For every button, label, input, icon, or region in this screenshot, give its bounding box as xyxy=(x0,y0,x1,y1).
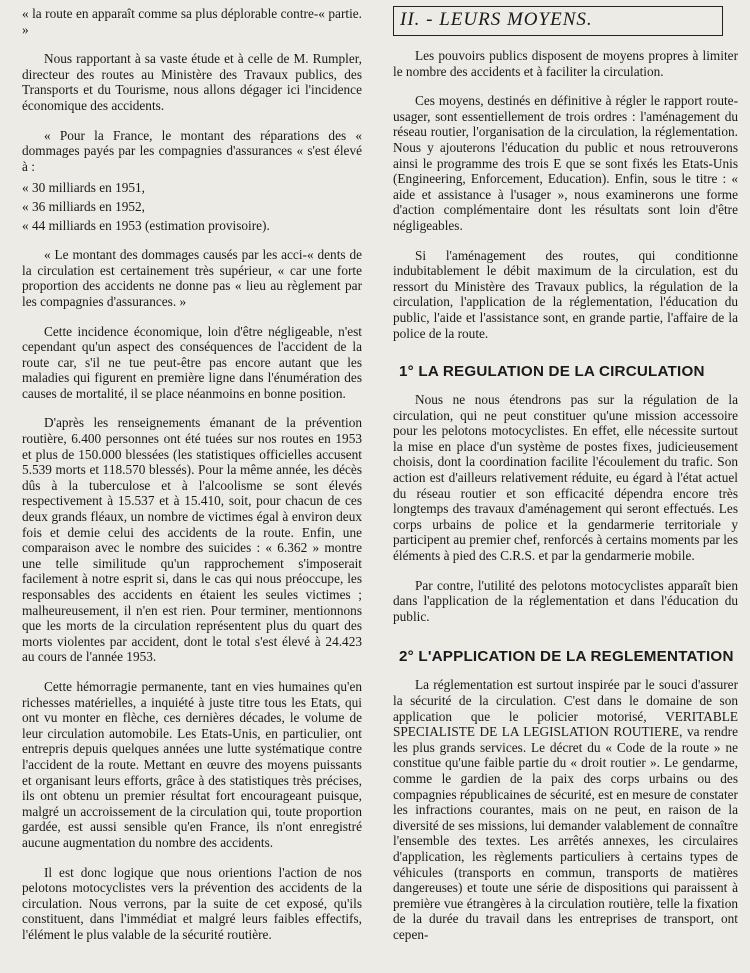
section-title: II. - LEURS MOYENS. xyxy=(393,6,723,36)
subsection-heading: 2° L'APPLICATION DE LA REGLEMENTATION xyxy=(399,648,734,666)
paragraph: La réglementation est surtout inspirée par le souci d'assurer la sécurité de la circulation. C'est dans le domaine de son application que le policier motorisé, VERITABLE SPECIALISTE DE LA LEGISLATION ROUTIERE, va rendre les plus grands services. Le décret du « Code de la route » ne constitue qu'une faible partie du « droit routier ». Le gendarme, comme le gardien de la paix des corps urbains ou des compagnies républicaines de sécurité, est en mesure de constater les infractions courantes, mais on ne peut, en raison de la diversité de ses missions, lui demander valablement de connaître l'ensemble des textes. Les arrêtés annexes, les circulaires d'application, les règlements particuliers à certains types de véhicules (transports en commun, transports de matières dangereuses) et toute une série de dispositions qui paraissent à première vue étrangères à la circulation routière, telle la fixation de la durée du travail dans les entreprises de transport, ont cepen- xyxy=(393,677,738,942)
paragraph: Par contre, l'utilité des pelotons motocyclistes apparaît bien dans l'application de la réglementation et dans l'éducation du public. xyxy=(393,577,738,624)
paragraph: Cette incidence économique, loin d'être négligeable, n'est cependant qu'un aspect des conséquences de l'accident de la route car, s'il ne tue peut-être pas encore autant que les maladies qui figurent en première ligne dans l'énumération des causes de mortalité, il se place néanmoins en bonne position. xyxy=(22,323,362,401)
left-column xyxy=(22,6,362,942)
right-column xyxy=(393,6,738,943)
paragraph: Il est donc logique que nous orientions l'action de nos pelotons motocyclistes vers la prévention des accidents de la circulation. Nous verrons, par la suite de cet exposé, qu'ils constituent, dans l'immédiat et malgré leurs faibles effectifs, l'élément le plus valable de la sécurité routière. xyxy=(22,864,362,942)
paragraph: Si l'aménagement des routes, qui conditionne indubitablement le débit maximum de la circulation, est du ressort du Ministère des Travaux publics, la régulation de la circulation, l'application de la réglementation, l'éducation du public, l'aide et l'assistance sont, en grande partie, l'affaire de la police de la route. xyxy=(393,247,738,341)
paragraph: Ces moyens, destinés en définitive à régler le rapport route-usager, sont essentiellement de trois ordres : l'aménagement du réseau routier, l'organisation de la circulation, la réglementation. Nous y ajouterons l'éducation du public et nous retrouverons ainsi le programme des trois E que se sont fixés les Etats-Unis (Engineering, Enforcement, Education). Enfin, sous le titre : « aide et assistance à l'usager », nous examinerons une forme d'action complémentaire dont les résultats sont loin d'être négligeables. xyxy=(393,93,738,233)
quote-line: « 36 milliards en 1952, xyxy=(22,198,145,214)
quote-paragraph: « Pour la France, le montant des réparations des « dommages payés par les compagnies d'assurances « s'est élevé à : xyxy=(22,127,362,174)
paragraph: Nous rapportant à sa vaste étude et à celle de M. Rumpler, directeur des routes au Ministère des Travaux publics, des Transports et du Tourisme, nous allons dégager ici l'incidence économique des accidents. xyxy=(22,51,362,113)
paragraph: Cette hémorragie permanente, tant en vies humaines qu'en richesses matérielles, a inquiété à juste titre tous les Etats, qui ont vu monter en flèche, ces dernières décades, le volume de leur circulation automobile. Les Etats-Unis, en particulier, ont entrepris depuis quelques années une lutte systématique contre l'accident de la route. Mettant en œuvre des moyens puissants et organisant leurs efforts, grâce à des statistiques très précises, ils ont obtenu un premier résultat fort encourageant puisque, malgré un accroissement de la circulation qui, toute proportion gardée, est aussi sensible qu'en France, ils n'ont enregistré aucune augmentation du nombre des accidents. xyxy=(22,678,362,850)
paragraph: « la route en apparaît comme sa plus déplorable contre-« partie. » xyxy=(22,6,362,37)
paragraph: Nous ne nous étendrons pas sur la régulation de la circulation, qui ne peut constituer qu'une mission accessoire pour les pelotons motocyclistes. En effet, elle nécessite surtout la mise en place d'un système de postes fixes, judicieusement choisis, dont la coordination facilite l'écoulement du trafic. Son action est d'ailleurs relativement réduite, eu égard à l'état actuel du réseau routier et son efficacité dépendra encore très longtemps des travaux d'aménagement qui seront effectués. Les corps urbains de police et la gendarmerie territoriale y participent au premier chef, renforcés à certains moments par les éléments à pied des C.R.S. et par la gendarmerie mobile. xyxy=(393,392,738,564)
subsection-heading: 1° LA REGULATION DE LA CIRCULATION xyxy=(399,363,705,381)
quote-line: « 30 milliards en 1951, xyxy=(22,180,145,196)
paragraph: Les pouvoirs publics disposent de moyens propres à limiter le nombre des accidents et à faciliter la circulation. xyxy=(393,48,738,79)
paragraph: D'après les renseignements émanant de la prévention routière, 6.400 personnes ont été tuées sur nos routes en 1953 et plus de 150.000 blessées (les statistiques officielles accusent 5.539 morts et 118.570 blessés). Pour la même année, les décès dûs à la tuberculose et à l'alcoolisme se sont élevés respectivement à 15.537 et à 15.410, soit, pour chacun de ces deux grands fléaux, un nombre de victimes égal à environ deux fois et demie celui des accidents de la route. Enfin, une comparaison avec le nombre des suicides : « 6.362 » montre une telle similitude qu'un rapprochement s'imposerait facilement à notre esprit si, dans le cas qui nous préoccupe, les responsables des accidents en étaient les seules victimes ; malheureusement, il n'en est rien. Pour terminer, mentionnons que les morts de la circulation représentent plus du quart des morts violentes par accident, dont le total s'est élevé à 24.423 au cours de l'année 1953. xyxy=(22,415,362,665)
quote-paragraph: « Le montant des dommages causés par les acci-« dents de la circulation est certainement très supérieur, « car une forte proportion des accidents ne donne pas « lieu au règlement par les compagnies d'assurances. » xyxy=(22,247,362,309)
quote-line: « 44 milliards en 1953 (estimation provisoire). xyxy=(22,217,270,233)
